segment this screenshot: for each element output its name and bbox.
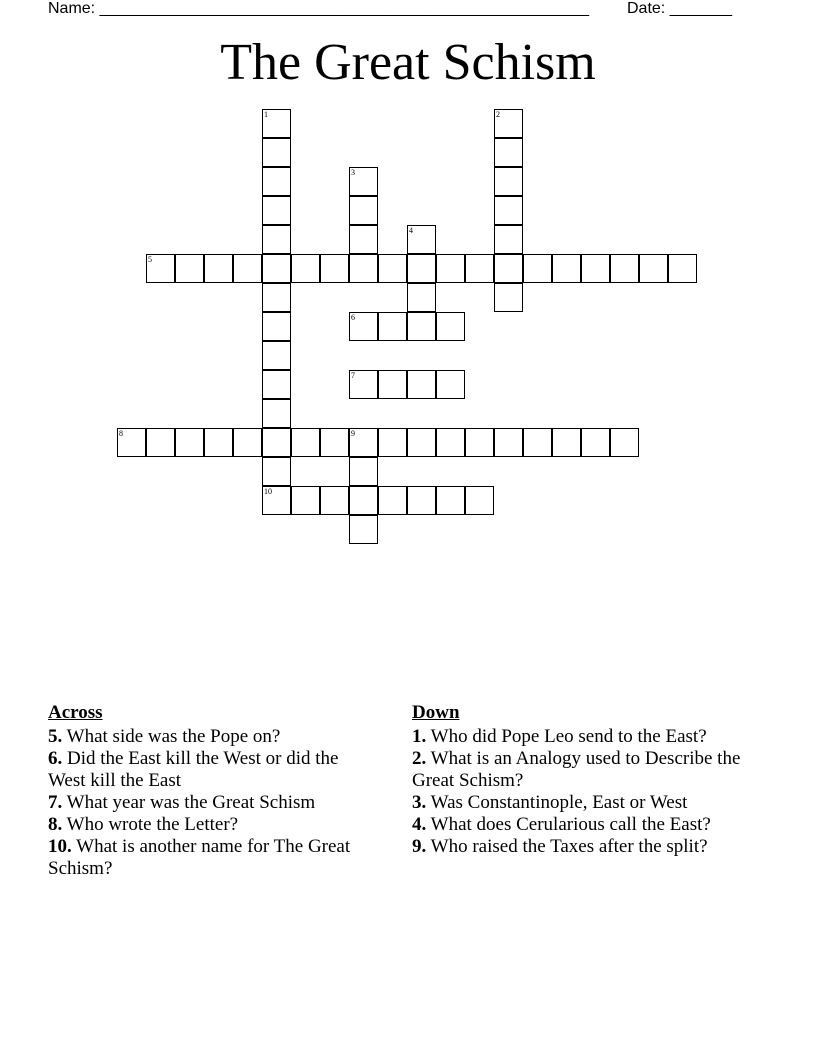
grid-cell[interactable]	[465, 254, 494, 283]
grid-cell[interactable]	[349, 486, 378, 515]
grid-cell[interactable]	[378, 254, 407, 283]
grid-cell[interactable]	[378, 428, 407, 457]
clue-number: 2	[496, 110, 500, 119]
clue-item-text: Who wrote the Letter?	[62, 814, 239, 835]
grid-cell[interactable]	[262, 457, 291, 486]
grid-cell[interactable]	[146, 254, 175, 283]
grid-cell[interactable]	[349, 196, 378, 225]
grid-cell[interactable]	[320, 486, 349, 515]
clue-item-text: What is another name for The Great Schism?	[48, 836, 351, 879]
clue-number: 5	[148, 255, 152, 264]
grid-cell[interactable]	[581, 254, 610, 283]
clue-item	[48, 814, 378, 836]
clue-item-text: Was Constantinople, East or West	[426, 792, 688, 813]
grid-cell[interactable]	[639, 254, 668, 283]
grid-cell[interactable]	[233, 428, 262, 457]
grid-cell[interactable]	[378, 312, 407, 341]
grid-cell[interactable]	[494, 167, 523, 196]
across-clues	[48, 702, 378, 880]
clue-item-number: 2.	[412, 748, 427, 769]
grid-cell[interactable]	[262, 486, 291, 515]
grid-cell[interactable]	[349, 167, 378, 196]
grid-cell[interactable]	[262, 283, 291, 312]
grid-cell[interactable]	[436, 486, 465, 515]
clue-number: 9	[351, 429, 355, 438]
grid-cell[interactable]	[349, 254, 378, 283]
grid-cell[interactable]	[407, 428, 436, 457]
grid-cell[interactable]	[262, 196, 291, 225]
grid-cell[interactable]	[262, 225, 291, 254]
grid-cell[interactable]	[610, 254, 639, 283]
grid-cell[interactable]	[204, 254, 233, 283]
grid-cell[interactable]	[262, 370, 291, 399]
grid-cell[interactable]	[407, 283, 436, 312]
clue-number: 8	[119, 429, 123, 438]
grid-cell[interactable]	[233, 254, 262, 283]
clue-item-text: What year was the Great Schism	[62, 792, 316, 813]
grid-cell[interactable]	[291, 254, 320, 283]
clue-item	[48, 748, 378, 792]
grid-cell[interactable]	[262, 167, 291, 196]
clue-item-text: What side was the Pope on?	[62, 726, 281, 747]
grid-cell[interactable]	[146, 428, 175, 457]
grid-cell[interactable]	[262, 138, 291, 167]
down-clue-list	[412, 726, 742, 858]
grid-cell[interactable]	[494, 196, 523, 225]
page-title: The Great Schism	[220, 34, 596, 91]
clue-item-number: 7.	[48, 792, 63, 813]
clue-item	[48, 726, 378, 748]
grid-cell[interactable]	[552, 254, 581, 283]
grid-cell[interactable]	[204, 428, 233, 457]
clue-item-text: Who did Pope Leo send to the East?	[426, 726, 707, 747]
grid-cell[interactable]	[262, 341, 291, 370]
grid-cell[interactable]	[407, 312, 436, 341]
grid-cell[interactable]	[465, 428, 494, 457]
grid-cell[interactable]	[262, 312, 291, 341]
clue-item-number: 4.	[412, 814, 427, 835]
clue-item	[48, 792, 378, 814]
grid-cell[interactable]	[407, 370, 436, 399]
clue-number: 1	[264, 110, 268, 119]
grid-cell[interactable]	[436, 428, 465, 457]
grid-cell[interactable]	[117, 428, 146, 457]
down-heading: Down	[412, 702, 460, 723]
clue-item	[412, 814, 742, 836]
grid-cell[interactable]	[320, 428, 349, 457]
across-heading: Across	[48, 702, 103, 723]
grid-cell[interactable]	[349, 428, 378, 457]
date-field[interactable]: Date: _______	[627, 0, 732, 17]
clue-item-number: 9.	[412, 836, 427, 857]
clue-item-number: 3.	[412, 792, 427, 813]
clue-number: 10	[264, 487, 272, 496]
grid-cell[interactable]	[349, 515, 378, 544]
grid-cell[interactable]	[494, 283, 523, 312]
grid-cell[interactable]	[378, 370, 407, 399]
clue-number: 6	[351, 313, 355, 322]
grid-cell[interactable]	[320, 254, 349, 283]
clue-item-text: What does Cerularious call the East?	[426, 814, 711, 835]
grid-cell[interactable]	[349, 370, 378, 399]
grid-cell[interactable]	[494, 254, 523, 283]
clue-number: 4	[409, 226, 413, 235]
clue-item-number: 1.	[412, 726, 427, 747]
across-clue-list	[48, 726, 378, 880]
clue-item-number: 5.	[48, 726, 63, 747]
grid-cell[interactable]	[523, 428, 552, 457]
clue-item-number: 10.	[48, 836, 72, 857]
grid-cell[interactable]	[262, 109, 291, 138]
grid-cell[interactable]	[175, 428, 204, 457]
clue-item	[48, 836, 378, 880]
grid-cell[interactable]	[407, 486, 436, 515]
grid-cell[interactable]	[262, 254, 291, 283]
grid-cell[interactable]	[407, 225, 436, 254]
grid-cell[interactable]	[494, 109, 523, 138]
clue-item-text: What is an Analogy used to Describe the Great Schism?	[412, 748, 741, 791]
grid-cell[interactable]	[407, 254, 436, 283]
clue-number: 7	[351, 371, 355, 380]
grid-cell[interactable]	[581, 428, 610, 457]
grid-cell[interactable]	[494, 138, 523, 167]
grid-cell[interactable]	[436, 312, 465, 341]
grid-cell[interactable]	[436, 370, 465, 399]
grid-cell[interactable]	[349, 312, 378, 341]
clue-item	[412, 748, 742, 792]
clue-item	[412, 792, 742, 814]
grid-cell[interactable]	[349, 225, 378, 254]
clue-item-number: 6.	[48, 748, 63, 769]
grid-cell[interactable]	[494, 225, 523, 254]
clue-number: 3	[351, 168, 355, 177]
grid-cell[interactable]	[494, 428, 523, 457]
down-clues	[412, 702, 742, 858]
grid-cell[interactable]	[262, 428, 291, 457]
grid-cell[interactable]	[378, 486, 407, 515]
grid-cell[interactable]	[262, 399, 291, 428]
grid-cell[interactable]	[610, 428, 639, 457]
clue-item-number: 8.	[48, 814, 63, 835]
name-field[interactable]: Name: _______________________________________________________	[48, 0, 589, 17]
grid-cell[interactable]	[175, 254, 204, 283]
grid-cell[interactable]	[291, 486, 320, 515]
clue-item	[412, 836, 742, 858]
grid-cell[interactable]	[552, 428, 581, 457]
clue-item	[412, 726, 742, 748]
grid-cell[interactable]	[523, 254, 552, 283]
grid-cell[interactable]	[668, 254, 697, 283]
clue-item-text: Did the East kill the West or did the West kill the East	[48, 748, 339, 791]
grid-cell[interactable]	[349, 457, 378, 486]
grid-cell[interactable]	[465, 486, 494, 515]
grid-cell[interactable]	[291, 428, 320, 457]
clue-item-text: Who raised the Taxes after the split?	[426, 836, 708, 857]
grid-cell[interactable]	[436, 254, 465, 283]
